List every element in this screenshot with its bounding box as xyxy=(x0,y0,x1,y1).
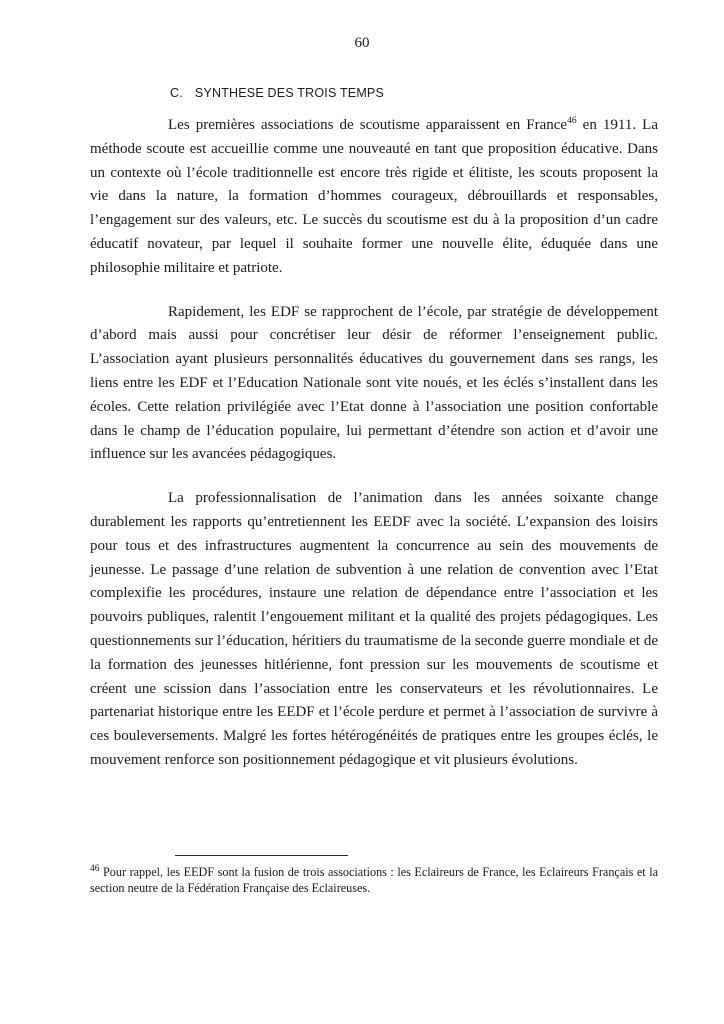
page-content xyxy=(90,86,658,773)
paragraph-text: en 1911. La méthode scoute est accueillie comme une nouveauté en tant que proposition éducative. Dans un contexte où l’école traditionnelle est encore très rigide et élitiste, les scouts proposent la vie dans la nature, la formation d’hommes courageux, débrouillards et responsables, l’engagement sur des valeurs, etc. Le succès du scoutisme est du à la proposition d’un cadre éducatif novateur, par lequel il souhaite former une nouvelle élite, éduquée dans une philosophie militaire et patriote. xyxy=(90,117,658,276)
section-heading-label: C. xyxy=(170,86,183,100)
section-heading-title: SYNTHESE DES TROIS TEMPS xyxy=(194,86,385,100)
paragraph xyxy=(90,114,658,281)
footnote-marker: 46 xyxy=(90,863,100,874)
footnote-separator xyxy=(175,855,348,856)
page-number: 60 xyxy=(354,35,370,51)
paragraph: La professionnalisation de l’animation dans les années soixante change durablement les rapports qu’entretiennent les EEDF avec la société. L’expansion des loisirs pour tous et des infrastructures augmentent la concurrence au sein des mouvements de jeunesse. Le passage d’une relation de subvention à une relation de convention avec l’Etat complexifie les procédures, instaure une relation de dépendance entre l’association et les pouvoirs publiques, ralentit l’engouement militant et la qualité des projets pédagogiques. Les questionnements sur l’éducation, héritiers du traumatisme de la seconde guerre mondiale et de la formation des jeunesses hitlérienne, font pression sur les mouvements de scoutisme et créent une scission dans l’association entre les conservateurs et les révolutionnaires. Le partenariat historique entre les EEDF et l’école perdure et permet à l’association de survivre à ces bouleversements. Malgré les fortes hétérogénéités de pratiques entre les groupes éclés, le mouvement renforce son positionnement pédagogique et vit plusieurs évolutions. xyxy=(90,490,658,768)
footnote-area xyxy=(90,855,658,908)
footnote-text: Pour rappel, les EEDF sont la fusion de trois associations : les Eclaireurs de France, les Eclaireurs Français et la section neutre de la Fédération Française des Eclaireuses. xyxy=(90,865,658,895)
footnote xyxy=(90,864,658,896)
section-heading xyxy=(170,86,658,101)
footnote-reference: 46 xyxy=(567,116,577,126)
paragraph-text: Les premières associations de scoutisme apparaissent en France xyxy=(168,117,568,133)
paragraph: Rapidement, les EDF se rapprochent de l’école, par stratégie de développement d’abord mais aussi pour concrétiser leur désir de réformer l’enseignement public. L’association ayant plusieurs personnalités éducatives du gouvernement dans ses rangs, les liens entre les EDF et l’Education Nationale sont vite noués, et les éclés s’installent dans les écoles. Cette relation privilégiée avec l’Etat donne à l’association une position confortable dans le champ de l’éducation populaire, lui permettant d’étendre son action et d’avoir une influence sur les avancées pédagogiques. xyxy=(90,303,658,463)
